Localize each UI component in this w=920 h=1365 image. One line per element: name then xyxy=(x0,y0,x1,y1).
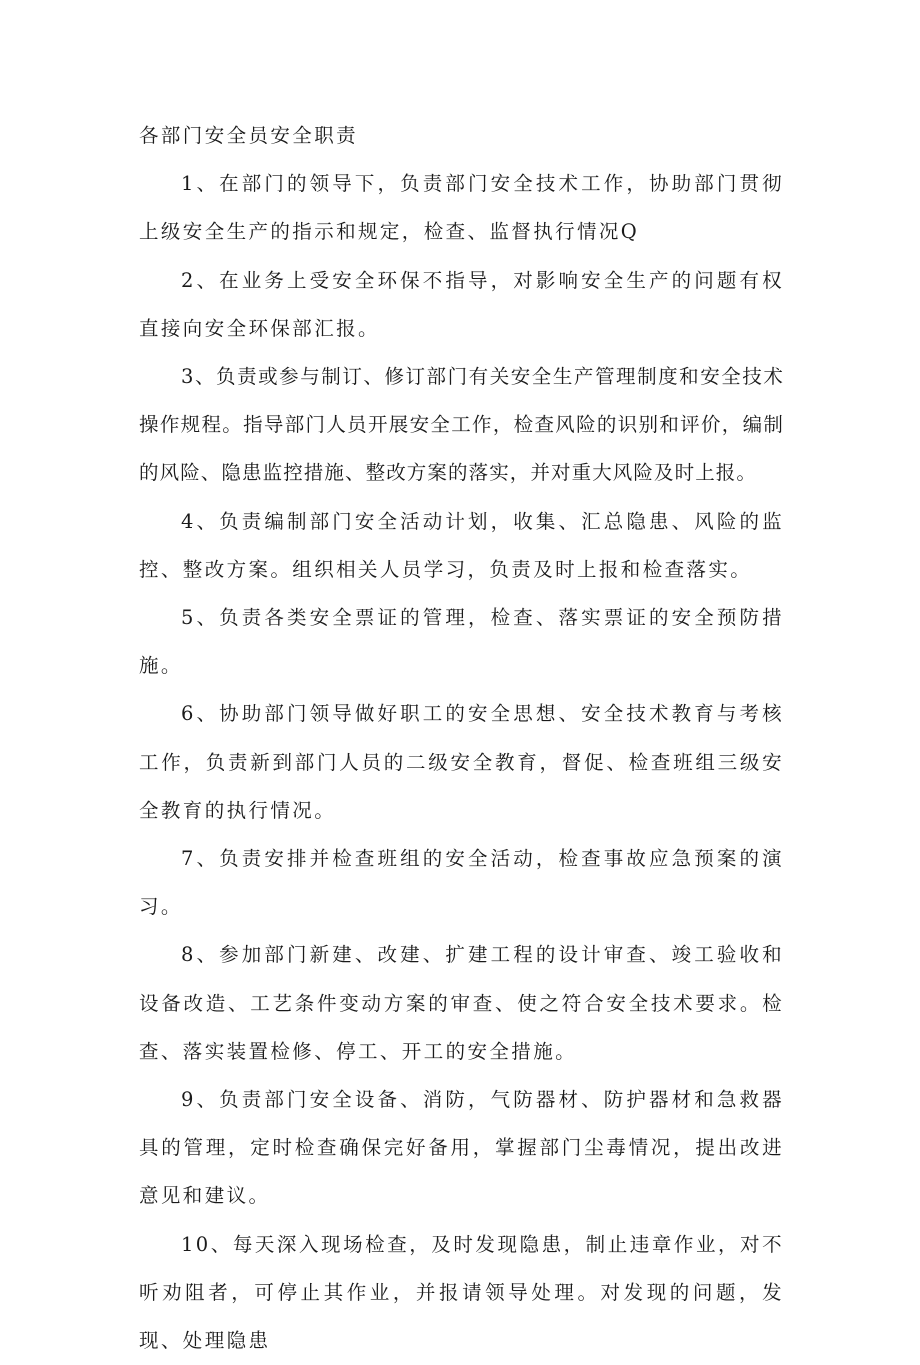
paragraph-1: 1、在部门的领导下，负责部门安全技术工作，协助部门贯彻上级安全生产的指示和规定，检查、监督执行情况Q xyxy=(139,172,784,244)
paragraph-6: 6、协助部门领导做好职工的安全思想、安全技术教育与考核工作，负责新到部门人员的二级安全教育，督促、检查班组三级安全教育的执行情况。 xyxy=(139,702,784,822)
paragraph-10: 10、每天深入现场检查，及时发现隐患，制止违章作业，对不听劝阻者，可停止其作业，并报请领导处理。对发现的问题，发现、处理隐患 xyxy=(139,1232,784,1353)
paragraph-4: 4、负责编制部门安全活动计划，收集、汇总隐患、风险的监控、整改方案。组织相关人员学习，负责及时上报和检查落实。 xyxy=(139,509,784,581)
paragraph-9: 9、负责部门安全设备、消防，气防器材、防护器材和急救器具的管理，定时检查确保完好备用，掌握部门尘毒情况，提出改进意见和建议。 xyxy=(139,1088,784,1208)
paragraph-3: 3、负责或参与制订、修订部门有关安全生产管理制度和安全技术操作规程。指导部门人员开展安全工作，检查风险的识别和评价，编制的风险、隐患监控措施、整改方案的落实，并对重大风险及时上报。 xyxy=(139,365,784,485)
paragraph-5: 5、负责各类安全票证的管理，检查、落实票证的安全预防措施。 xyxy=(139,606,784,678)
paragraph-8: 8、参加部门新建、改建、扩建工程的设计审查、竣工验收和设备改造、工艺条件变动方案的审查、使之符合安全技术要求。检查、落实装置检修、停工、开工的安全措施。 xyxy=(139,943,784,1063)
document-body xyxy=(139,112,784,1365)
paragraph-7: 7、负责安排并检查班组的安全活动，检查事故应急预案的演习。 xyxy=(139,847,784,919)
document-title: 各部门安全员安全职责 xyxy=(139,124,359,147)
paragraph-2: 2、在业务上受安全环保不指导，对影响安全生产的问题有权直接向安全环保部汇报。 xyxy=(139,268,784,340)
